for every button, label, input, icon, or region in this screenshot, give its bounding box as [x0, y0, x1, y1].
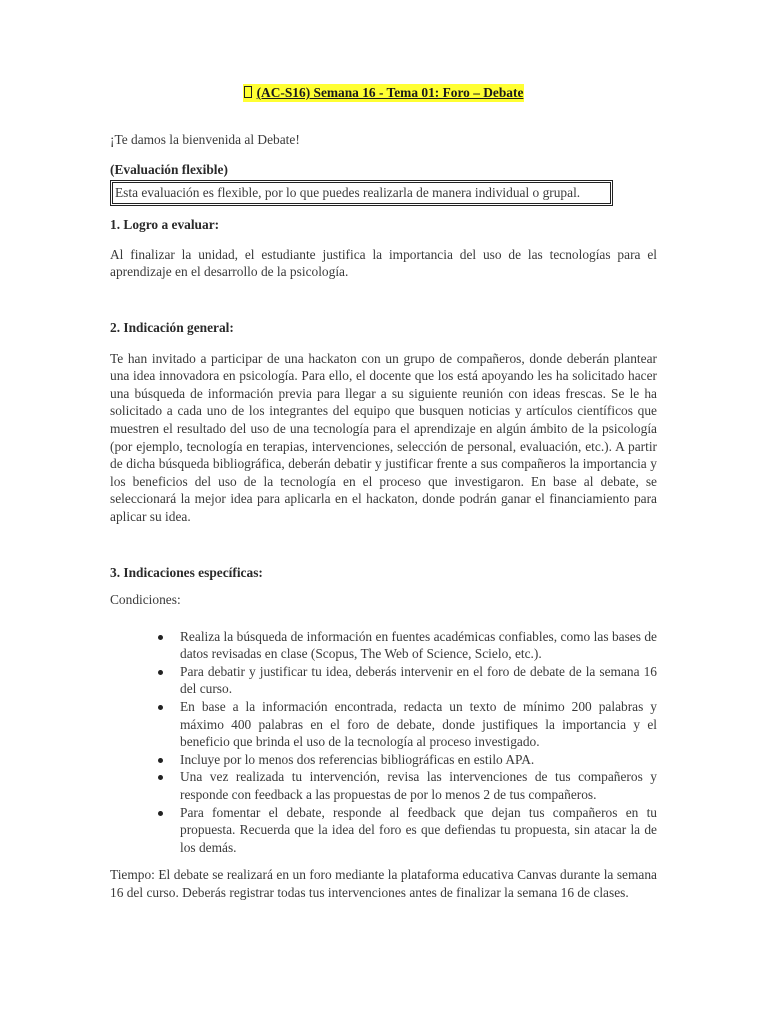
- list-item-text: Para debatir y justificar tu idea, deberás intervenir en el foro de debate de la semana 16 del curso.: [180, 663, 657, 697]
- bullet-icon: [158, 775, 163, 780]
- conditions-label: Condiciones:: [110, 592, 181, 608]
- section3-heading: 3. Indicaciones específicas:: [110, 564, 263, 580]
- title-row: [110, 84, 657, 102]
- evaluation-heading: (Evaluación flexible): [110, 161, 228, 177]
- list-item: [180, 804, 657, 857]
- time-text: Tiempo: El debate se realizará en un foro mediante la plataforma educativa Canvas durante la semana 16 del curso. Deberás registrar todas tus intervenciones antes de finalizar la semana 16 de clases.: [110, 867, 657, 900]
- section1-heading: 1. Logro a evaluar:: [110, 217, 220, 233]
- list-item: [180, 698, 657, 751]
- section1-body: Al finalizar la unidad, el estudiante justifica la importancia del uso de las tecnologías para el aprendizaje en el desarrollo de la psicología.: [110, 246, 657, 280]
- evaluation-box: Esta evaluación es flexible, por lo que puedes realizarla de manera individual o grupal.: [110, 180, 613, 206]
- list-item: [180, 628, 657, 663]
- bullet-icon: [158, 811, 163, 816]
- list-item-text: Una vez realizada tu intervención, revisa las intervenciones de tus compañeros y responde con feedback a las propuestas de por lo menos 2 de tus compañeros.: [180, 769, 657, 803]
- section2-heading: 2. Indicación general:: [110, 319, 234, 335]
- missing-glyph-icon: [244, 86, 252, 98]
- list-item-text: Para fomentar el debate, responde al feedback que dejan tus compañeros en tu propuesta. Recuerda que la idea del foro es que defiendas tu propuesta, sin atacar la de los demás.: [180, 804, 657, 855]
- document-title: (AC-S16) Semana 16 - Tema 01: Foro – Debate: [256, 85, 524, 100]
- list-item: [180, 751, 657, 769]
- bullet-icon: [158, 635, 163, 640]
- bullet-icon: [158, 758, 163, 763]
- list-item: [180, 768, 657, 803]
- bullet-icon: [158, 705, 163, 710]
- bullet-icon: [158, 670, 163, 675]
- conditions-list: [110, 628, 657, 857]
- document-title-highlight: [243, 84, 525, 102]
- document-content: [110, 84, 657, 902]
- welcome-text: ¡Te damos la bienvenida al Debate!: [110, 132, 300, 147]
- list-item-text: Incluye por lo menos dos referencias bibliográficas en estilo APA.: [180, 751, 535, 767]
- section2-body: Te han invitado a participar de una hackaton con un grupo de compañeros, donde deberán plantear una idea innovadora en psicología. Para ello, el docente que los está apoyando les ha solicitado hacer una búsqueda de información previa para llegar a su siguiente reunión con ideas frescas. Se le ha solicitado a cada uno de los integrantes del equipo que busquen noticias y artículos científicos que muestren el resultado del uso de una tecnología para el aprendizaje en algún ámbito de la psicología (por ejemplo, tecnología en terapias, intervenciones, selección de personal, evaluación, etc.). A partir de dicha búsqueda bibliográfica, deberán debatir y justificar frente a sus compañeros la importancia y los beneficios del uso de la tecnología en el proceso que investigaron. En base al debate, se seleccionará la mejor idea para aplicarla en el hackaton, donde podrán ganar el financiamiento para aplicar su idea.: [110, 350, 657, 524]
- list-item-text: En base a la información encontrada, redacta un texto de mínimo 200 palabras y máximo 400 palabras en el foro de debate, donde justifiques la importancia y el beneficio que brinda el uso de la tecnología al proceso investigado.: [180, 699, 657, 750]
- list-item-text: Realiza la búsqueda de información en fuentes académicas confiables, como las bases de datos revisadas en clase (Scopus, The Web of Science, Scielo, etc.).: [180, 628, 657, 662]
- list-item: [180, 663, 657, 698]
